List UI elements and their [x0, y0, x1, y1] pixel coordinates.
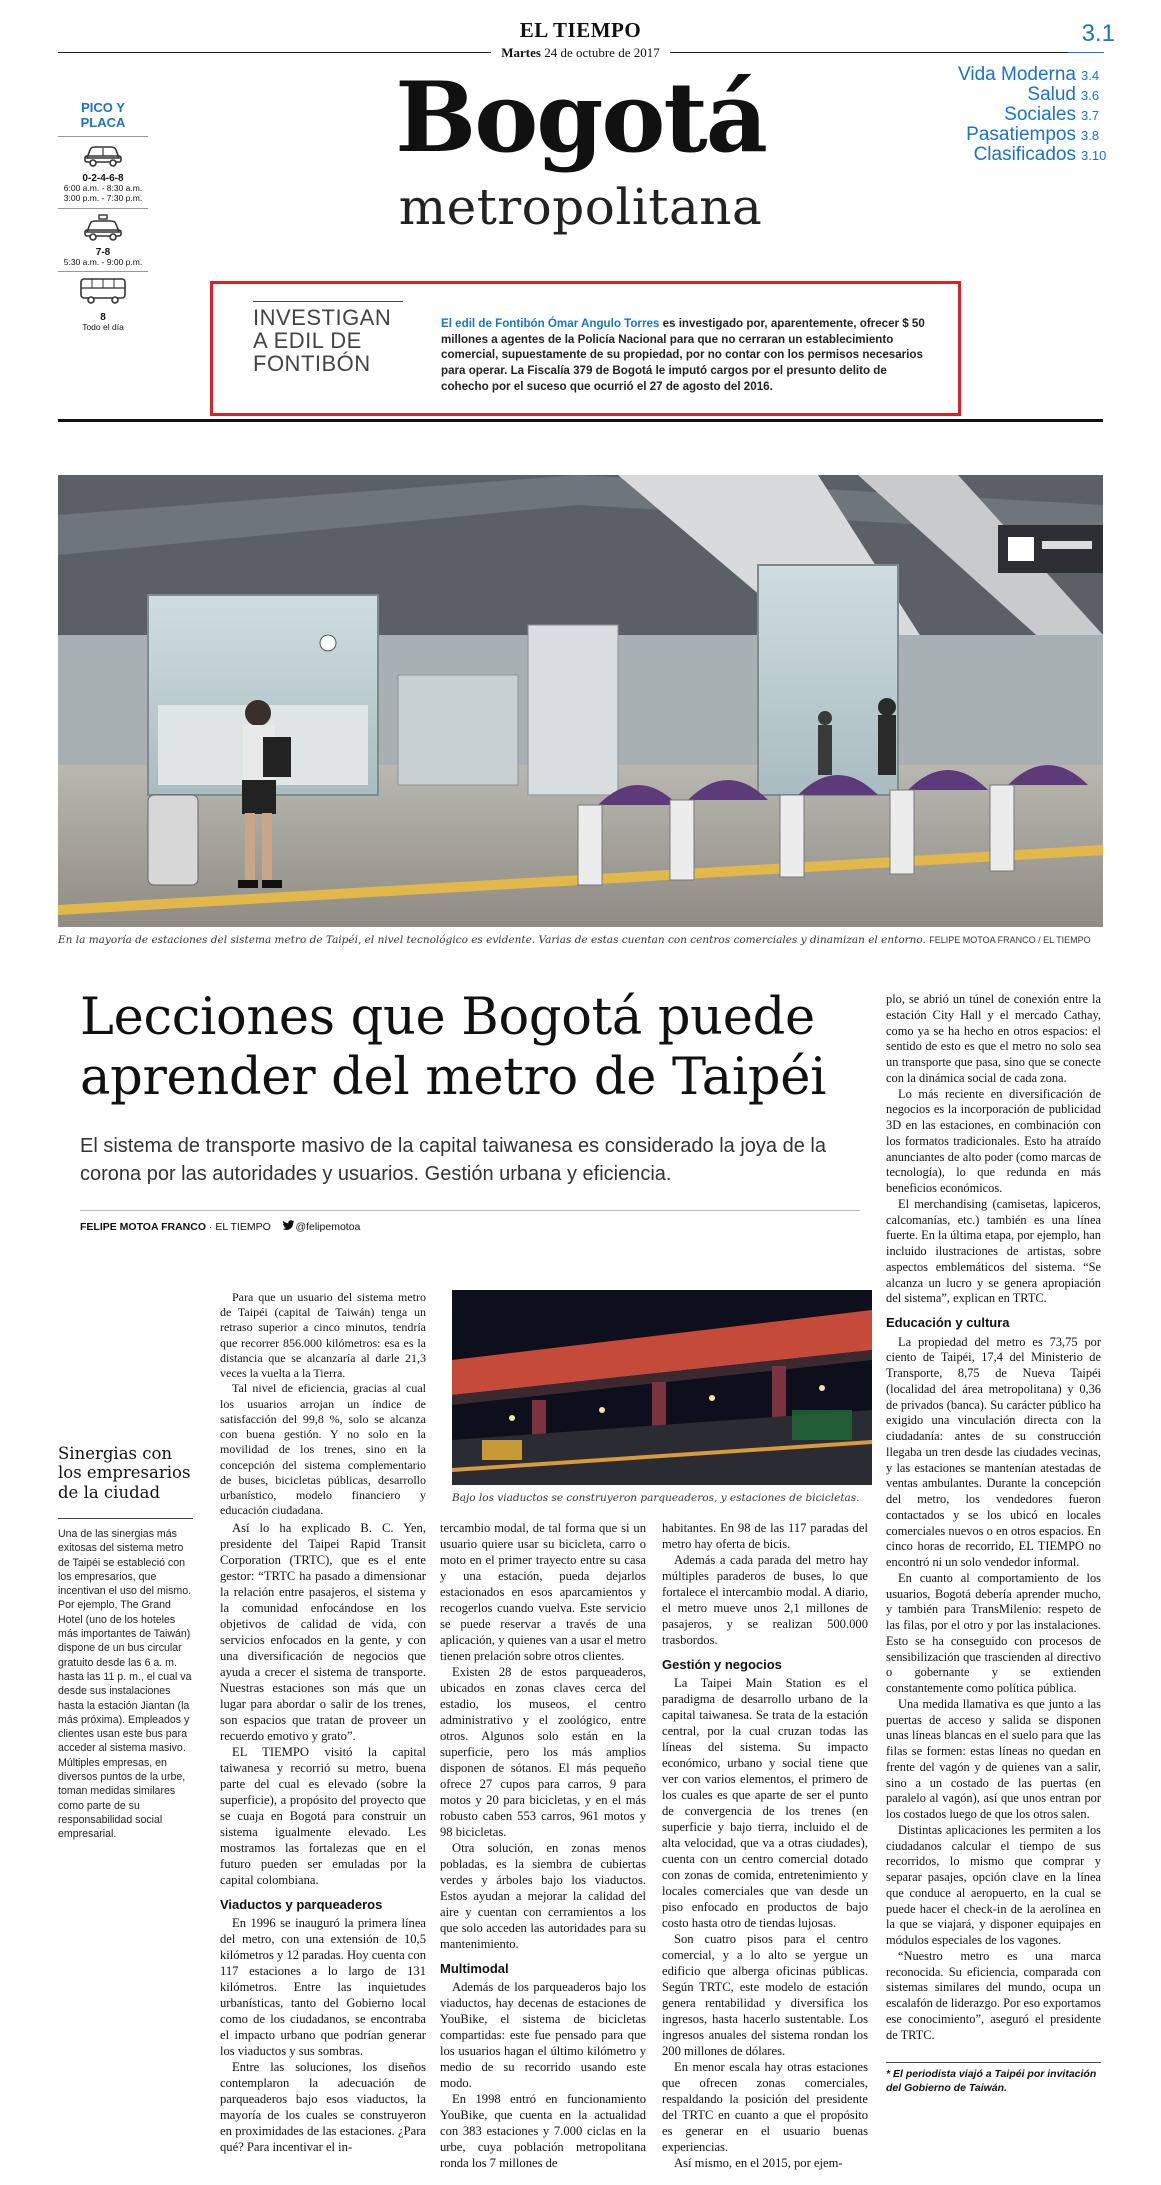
byline-outlet: · EL TIEMPO — [206, 1221, 271, 1233]
teaser-headline-line: INVESTIGAN — [253, 305, 392, 330]
paragraph: En cuanto al comportamiento de los usuarios, Bogotá debería aprender mucho, y también para TransMilenio: respeto de las filas, por el otro y por las instalaciones. Esto se ha conseguido con procesos de sensibilización que trascienden al directivo o gobernante y se extienden constantemente como política pública. — [886, 1570, 1101, 1695]
pyp-digits: 0-2-4-6-8 — [82, 173, 124, 184]
paragraph: La propiedad del metro es 73,75 por ciento de Taipéi, 17,4 del Ministerio de Transporte, 8,75 de Nueva Taipéi (localidad del área metropolitana) y 0,36 de privados (banca). Su carácter público ha exigido una vinculación directa con la ciudadanía: antes de su construcción llegaba un tren desde las ciudades vecinas, y las estaciones se mantenían atestadas de ventas ambulantes. Durante la concepción del metro, los vendedores fueron contactados y se los ubicó en locales comerciales nuevos o en otros espacios. En cinco horas de recorrido, EL TIEMPO no encontró ni un solo vendedor informal. — [886, 1334, 1101, 1569]
truck-icon — [78, 276, 128, 306]
pyp-block-trucks — [58, 271, 148, 333]
paragraph: Además a cada parada del metro hay múltiples paraderos de buses, lo que fortalece el intercambio modal. A diario, el metro mueve unos 2,1 millones de pasajeros, y se realizan 500.000 trasbordos. — [662, 1552, 868, 1647]
teaser-headline-line: A EDIL DE — [253, 328, 362, 354]
paragraph: Distintas aplicaciones les permiten a los ciudadanos calcular el tiempo de sus recorridos, lo mismo que comprar y separar pasajes, opción clave en la línea que conduce al aeropuerto, en la cual se puede hacer el check-in de la aerolínea en la que se viajará, y disponer equipajes en módulos especiales de los vagones. — [886, 1822, 1101, 1947]
pyp-block-cars — [58, 136, 148, 204]
pyp-hours: 5:30 a.m. - 9:00 p.m. — [63, 256, 143, 267]
footnote: * El periodista viajó a Taipéi por invitación del Gobierno de Taiwán. — [886, 2068, 1097, 2094]
dateline — [0, 45, 1161, 61]
index-label: Salud — [1027, 84, 1076, 105]
pyp-block-taxis — [58, 208, 148, 268]
paragraph: Lo más reciente en diversificación de negocios es la incorporación de publicidad 3D en las estaciones, en combinación con los formatos tradicionales. Esto ha atraído anunciantes de alto poder (como marcas de tecnología), lo que redunda en más beneficios económicos. — [886, 1086, 1101, 1195]
photo-credit: FELIPE MOTOA FRANCO / EL TIEMPO — [929, 935, 1091, 945]
teaser-lead: El edil de Fontibón Ómar Angulo Torres — [441, 317, 660, 330]
index-item[interactable] — [900, 104, 1110, 124]
section-title: Bogotá — [395, 61, 766, 174]
page-number-rule — [1068, 52, 1104, 53]
paragraph: Así mismo, en el 2015, por ejem- — [674, 2155, 843, 2170]
teaser-rule — [253, 301, 403, 302]
index-label: Pasatiempos — [966, 124, 1076, 145]
section-divider — [58, 419, 1103, 422]
taxi-icon — [81, 213, 125, 241]
pyp-hours: Todo el día — [82, 322, 124, 333]
article-column-4 — [886, 992, 1101, 2043]
pico-y-placa-box — [58, 100, 148, 337]
paragraph: tercambio modal, de tal forma que si un usuario quiere usar su bicicleta, carro o moto en el primer trayecto entre su casa y una estación, pueda dejarlos estacionados en esos aparcamientos y recogerlos cuando vuelva. Este servicio se puede reservar a través de una aplicación, y quienes van a usar el metro tienen prelación sobre otros clientes. — [440, 1521, 646, 1663]
paragraph: EL TIEMPO visitó la capital taiwanesa y recorrió su metro, buena parte del cual es elevado (sobre la superficie), a propósito del proyecto que se cuaja en Bogotá para construir un sistema igualmente elevado. Les mostramos las fortalezas que en el futuro pueden ser emuladas por la capital colombiana. — [220, 1744, 426, 1887]
article-column-1 — [220, 1521, 426, 2156]
byline-twitter-handle[interactable]: @felipemotoa — [295, 1221, 361, 1233]
article-column-2 — [440, 1521, 646, 2172]
index-label: Vida Moderna — [958, 64, 1076, 85]
paragraph: Existen 28 de estos parqueaderos, ubicados en zonas claves cerca del estadio, los museos, el centro administrativo y el zoológico, entre otros. Algunos solo están en la superficie, pero los más amplios disponen de sótanos. El más pequeño ofrece 27 cupos para carros, 9 para motos y 20 para bicicletas, y en el más robusto caben 553 carros, 961 motos y 98 bicicletas. — [440, 1664, 646, 1839]
paragraph: habitantes. En 98 de las 117 paradas del metro hay oferta de bicis. — [662, 1521, 868, 1551]
teaser-text: es investigado por, aparentemente, ofrecer $ 50 millones a agentes de la Policía Nacional para que no cerraran un establecimiento comercial, supuestamente de su propiedad, por no contar con los permisos necesarios para operar. La Fiscalía 379 de Bogotá le imputó cargos por el presunto delito de cohecho por el suceso que ocurrió el 27 de agosto del 2016. — [441, 317, 925, 393]
index-page: 3.8 — [1081, 128, 1100, 143]
index-page: 3.7 — [1081, 108, 1100, 123]
article-headline[interactable]: Lecciones que Bogotá puede aprender del metro de Taipéi — [80, 988, 827, 1107]
article-deck: El sistema de transporte masivo de la capital taiwanesa es considerado la joya de la corona por las autoridades y usuarios. Gestión urbana y eficiencia. — [80, 1135, 826, 1185]
teaser-headline — [253, 306, 413, 375]
byline-author: FELIPE MOTOA FRANCO — [80, 1221, 206, 1233]
article-column-3 — [662, 1521, 868, 2172]
index-page: 3.4 — [1081, 68, 1100, 83]
subheading: Gestión y negocios — [662, 1656, 782, 1672]
paragraph: Tal nivel de eficiencia, gracias al cual los usuarios arrojan un índice de satisfacción del 99,8 %, solo se alcanza con buena gestión. Y no solo en la movilidad de los trenes, sino en la concepción del sistema complementario de buses, bicicletas públicas, desarrollo urbanístico, modelo financiero y educación ciudadana. — [220, 1381, 426, 1518]
paragraph: “Nuestro metro es una marca reconocida. Su eficiencia, comparada con sistemas similares del mundo, ocupa un escalafón de liderazgo. Por eso exportamos ese conocimiento”, aseguró el presidente de TRTC. — [886, 1948, 1101, 2042]
photo-caption — [58, 934, 1103, 946]
paragraph: En menor escala hay otras estaciones que ofrecen zonas comerciales, respaldando la posición del presidente del TRTC en cuanto a que el propósito es generar en el usuario buenas experiencias. — [662, 2060, 868, 2154]
photo-caption-text: En la mayoría de estaciones del sistema metro de Taipéi, el nivel tecnológico es evidente. Varias de estas cuentan con centros comerciales y dinamizan el entorno. — [58, 934, 926, 946]
index-item[interactable] — [900, 84, 1110, 104]
metro-station-photo — [58, 475, 1103, 927]
paragraph: En 1996 se inauguró la primera línea del metro, con una extensión de 10,5 kilómetros y 12 paradas. Hoy cuenta con 117 estaciones a lo largo de 131 kilómetros. Entre las inquietudes urbanísticas, tanto del Gobierno local como de los ciudadanos, se encontraba el impacto urbano que podrían generar los viaductos y sus sombras. — [220, 1916, 426, 2059]
section-index — [900, 64, 1110, 164]
paragraph: En 1998 entró en funcionamiento YouBike, que cuenta en la actualidad con 383 estaciones y 7.000 ciclas en la urbe, cuya población metropolitana ronda los 7 millones de — [440, 2091, 646, 2170]
footnote-rule — [886, 2062, 1101, 2063]
sidebar-rule — [58, 1518, 193, 1519]
paragraph: Además de los parqueaderos bajo los viaductos, hay decenas de estaciones de YouBike, el sistema de bicicletas compartidas: este fue pensado para que los usuarios hagan el último kilómetro y medio de su recorrido usando este modo. — [440, 1980, 646, 2090]
car-icon — [81, 141, 125, 167]
pyp-digits: 7-8 — [95, 246, 111, 258]
paragraph: La Taipei Main Station es el paradigma de desarrollo urbano de la capital taiwanesa. Se trata de la estación central, por la cual cruzan todas las líneas del sistema. Su impacto económico, urbano y social tiene que ver con varios elementos, el primero de los cuales es que aparte de ser el punto de convergencia de los trenes (en superficie y bajo tierra, incluido el de alta velocidad, que va a otras ciudades), cuenta con un centro comercial dotado con zonas de comida, entretenimiento y locales comerciales que van desde un piso enfocado en productos de bajo costo hasta otro de tiendas lujosas. — [662, 1676, 868, 1931]
index-label: Clasificados — [973, 144, 1076, 165]
paragraph: Para que un usuario del sistema metro de Taipéi (capital de Taiwán) tenga un retraso superior a cinco minutos, tendría que recorrer 856.000 kilómetros: esa es la distancia que se alcanzaría al darle 21,3 veces la vuelta a la Tierra. — [220, 1290, 426, 1381]
index-item[interactable] — [900, 144, 1110, 164]
pico-y-placa-title: PICO Y PLACA — [80, 100, 126, 130]
subheading: Viaductos y parqueaderos — [220, 1896, 383, 1912]
sidebar-title: Sinergias con los empresarios de la ciudad — [58, 1444, 191, 1502]
index-item[interactable] — [900, 124, 1110, 144]
byline-rule — [80, 1210, 860, 1211]
newspaper-name: EL TIEMPO — [519, 18, 642, 42]
index-page: 3.6 — [1081, 88, 1100, 103]
inset-photo-caption: Bajo los viaductos se construyeron parqueaderos, y estaciones de bicicletas. — [452, 1492, 860, 1504]
index-label: Sociales — [1004, 104, 1076, 125]
section-subtitle: metropolitana — [398, 178, 763, 236]
subheading: Multimodal — [440, 1960, 509, 1976]
page-number: 3.1 — [1081, 20, 1115, 47]
pyp-hours: 3:00 p.m. - 7:30 p.m. — [63, 192, 143, 203]
paragraph: Una medida llamativa es que junto a las puertas de acceso y salida se disponen unas líneas blancas en el suelo para que las filas se formen: estas líneas no quedan en frente del vagón y de quienes van a salir, sino a un costado de las puertas (en paralelo al vagón), así que unos entran por los costados luego de que los otros salen. — [886, 1696, 1101, 1821]
viaduct-night-photo — [452, 1290, 872, 1485]
twitter-icon — [282, 1220, 295, 1231]
teaser-headline-line: FONTIBÓN — [253, 351, 371, 377]
pyp-hours: 6:00 a.m. - 8:30 a.m. — [63, 183, 143, 193]
paragraph: El merchandising (camisetas, lapiceros, calcomanías, etc.) también es una línea fuerte. En la última etapa, por ejemplo, han incluido ilustraciones de artistas, sobre aspectos emblemáticos del sistema. “Se alcanza un lucro y se genera apropiación del sistema”, explican en TRTC. — [886, 1196, 1101, 1306]
subheading: Educación y cultura — [886, 1315, 1010, 1330]
paragraph: Entre las soluciones, los diseños contemplaron la adecuación de parqueaderos bajo esos viaductos, la mayoría de los cuales se construyeron en proximidades de las estaciones. ¿Para qué? Para incentivar el in- — [220, 2060, 426, 2154]
date-rest: 24 de octubre de 2017 — [544, 45, 660, 60]
paragraph: Otra solución, en zonas menos pobladas, es la siembra de cubiertas verdes y árboles bajo los viaductos. Estos ayudan a mejorar la calidad del aire y cuentan con cerramientos a los que solo acceden las autoridades para su mantenimiento. — [440, 1840, 646, 1951]
paragraph: Son cuatro pisos para el centro comercial, y a lo alto se yergue un edificio que alberga oficinas públicas. Según TRTC, este modelo de estación genera rentabilidad y diversifica los ingresos, hasta hacerlo sustentable. Los ingresos anuales del sistema rondan los 200 millones de dólares. — [662, 1932, 868, 2059]
teaser-body — [441, 316, 931, 394]
sidebar-body: Una de las sinergias más exitosas del sistema metro de Taipéi se estableció con los empresarios, que incentivan el uso del mismo. Por ejemplo, The Grand Hotel (uno de los hoteles más importantes de Taiwán) dispone de un bus circular gratuito desde las 6 a. m. hasta las 11 p. m., el cual va desde sus instalaciones hasta la estación Jiantan (la más próxima). Empleados y clientes usan este bus para acceder al sistema masivo. Múltiples empresas, en diversos puntos de la urbe, toman medidas similares como parte de su responsabilidad social empresarial. — [58, 1528, 192, 1841]
index-item[interactable] — [900, 64, 1110, 84]
article-column-1-top — [220, 1290, 426, 1519]
byline — [80, 1220, 360, 1233]
paragraph: plo, se abrió un túnel de conexión entre la estación City Hall y el mercado Cathay, como ya se ha hecho en otros espacios: el sentido de esto es que el metro no solo sea un transporte que pasa, sino que se conecte con la dinámica social de cada zona. — [886, 992, 1101, 1085]
teaser-box[interactable] — [210, 281, 961, 416]
date-day: Martes — [501, 45, 541, 60]
index-page: 3.10 — [1081, 148, 1107, 163]
paragraph: Así lo ha explicado B. C. Yen, presidente del Taipei Rapid Transit Corporation (TRTC), que es el ente gestor: “TRTC ha pasado a dimensionar la relación entre pasajeros, el sistema y la comunidad enfocándose en los objetivos de calidad de vida, con servicios enfocados en la gente, y con una diversificación de negocios que ayuda a crecer el sistema de transporte. Nuestras estaciones son más que un lugar para abordar o salir de los trenes, son espacios que tratan de proveer un recuerdo emotivo y grato”. — [220, 1521, 426, 1743]
pyp-digits: 8 — [100, 312, 106, 324]
